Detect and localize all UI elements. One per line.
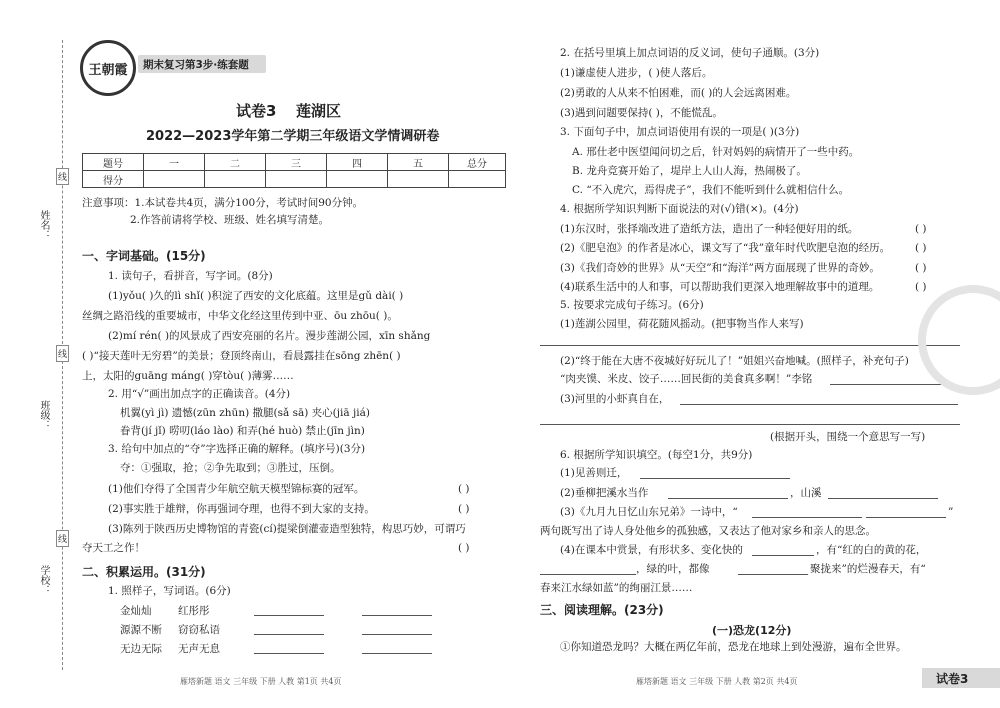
q9-line-3b: ” [948, 506, 954, 518]
q4-example-a1: 金灿灿 [120, 605, 152, 617]
score-header-cell: 三 [266, 154, 327, 171]
q1-line-5: 上，太阳的guāng máng( )穿tòu( )薄雾…… [82, 370, 294, 382]
q4-blank[interactable] [362, 634, 432, 635]
q5-line-1[interactable]: (1)谦虚使人进步，( )使人落后。 [560, 67, 713, 79]
notes-line-2: 2.作答前请将学校、班级、姓名填写清楚。 [130, 214, 330, 226]
q2-line-2[interactable]: 眷背(jí jǐ) 唠叨(láo lào) 和弄(hé huò) 禁止(jīn jìn) [120, 425, 365, 437]
q9-blank[interactable] [752, 555, 814, 556]
q5-line-2[interactable]: (2)勇敢的人从来不怕困难，而( )的人会远离困难。 [560, 87, 797, 99]
q8-answer-line-1[interactable] [540, 345, 960, 346]
q9-line-6: ，绿的叶，都像 [636, 563, 710, 575]
class-label: 班级： [38, 400, 49, 430]
q8-hint: (根据开头，围绕一个意思写一写) [770, 431, 926, 443]
q4-example-b1: 红彤彤 [178, 605, 210, 617]
q3-answer-2[interactable]: ( ) [458, 503, 470, 515]
q7-answer-1[interactable]: ( ) [915, 223, 927, 235]
q8-line-1: (1)莲湖公园里，荷花随风摇动。(把事物当作人来写) [560, 318, 804, 330]
footer-right: 雁塔新题 语文 三年级 下册 人教 第2页 共4页 [636, 677, 798, 686]
school-label: 学校： [38, 565, 49, 595]
passage-title: (一)恐龙(12分) [712, 624, 792, 637]
q9-line-5b: ，有“红的白的黄的花， [816, 544, 927, 556]
q3-line-3: (2)事实胜于雄辩，你再强词夺理，也得不到大家的支持。 [108, 503, 375, 515]
q6-option-a: A. 邢仕老中医望闻问切之后，针对妈妈的病情开了一些中药。 [572, 146, 860, 158]
q9-blank[interactable] [738, 574, 808, 575]
q8-answer-line-4[interactable] [540, 424, 960, 425]
q7-answer-3[interactable]: ( ) [915, 262, 927, 274]
score-cell[interactable] [144, 171, 205, 188]
score-header-cell: 四 [327, 154, 388, 171]
q9-blank[interactable] [540, 574, 636, 575]
q8-line-2: (2)“终于能在大唐不夜城好好玩儿了！”姐姐兴奋地喊。(照样子，补充句子) [560, 355, 909, 367]
name-label: 姓名： [38, 210, 49, 240]
q3-answer-1[interactable]: ( ) [458, 483, 470, 495]
score-table-score-row [83, 171, 506, 188]
q9-blank[interactable] [752, 517, 862, 518]
step-label: 期末复习第3步·练套题 [143, 59, 249, 71]
q4-blank[interactable] [254, 653, 324, 654]
q9-line-1: (1)见善则迁， [560, 467, 628, 479]
corner-label: 试卷3 [936, 672, 969, 686]
q9-line-6b: 聚拢来”的烂漫春天，有“ [810, 563, 926, 575]
q9-line-5: (4)在课本中赏景，有形状多、变化快的 [560, 544, 743, 556]
binding-mark-2: 线 [56, 345, 69, 362]
score-cell[interactable] [205, 171, 266, 188]
q7-title: 4. 根据所学知识判断下面说法的对(√)错(×)。(4分) [560, 203, 799, 215]
score-cell[interactable] [449, 171, 506, 188]
q6-title: 3. 下面句子中，加点词语使用有误的一项是( )(3分) [560, 126, 800, 138]
q6-option-c: C. “不入虎穴，焉得虎子”，我们不能听到什么就相信什么。 [572, 184, 850, 196]
q3-line-5: 夺天工之作！ [82, 542, 145, 554]
q4-blank[interactable] [254, 634, 324, 635]
binding-mark-1: 线 [56, 168, 69, 185]
q5-line-3[interactable]: (3)遇到问题要保持( )，不能慌乱。 [560, 107, 723, 119]
q3-line-4: (3)陈列于陕西历史博物馆的青瓷(cí)提梁倒灌壶造型独特，构思巧妙，可谓巧 [108, 523, 466, 535]
paper-number: 试卷3 [236, 102, 277, 120]
q1-line-3: (2)mí rén( )的风景成了西安亮丽的名片。漫步莲湖公园，xīn shǎng [108, 330, 431, 342]
score-header-cell: 总分 [449, 154, 506, 171]
q1-title: 1. 读句子，看拼音，写字词。(8分) [108, 270, 273, 282]
q4-example-b3: 无声无息 [178, 643, 220, 655]
q7-line-3: (3)《我们奇妙的世界》从“天空”和“海洋”两方面展现了世界的奇妙。 [560, 262, 880, 274]
q3-title: 3. 给句中加点的“夺”字选择正确的解释。(填序号)(3分) [108, 443, 366, 455]
q8-line-4: (3)河里的小虾真自在， [560, 393, 670, 405]
q8-answer-line-3[interactable] [680, 404, 958, 405]
q4-example-a2: 源源不断 [120, 624, 162, 636]
score-cell[interactable] [327, 171, 388, 188]
score-header-cell: 题号 [83, 154, 144, 171]
q1-line-4: ( )“接天莲叶无穷碧”的美景；登顶终南山，看晨露挂在sōng zhēn( ) [82, 350, 401, 362]
score-header-cell: 五 [388, 154, 449, 171]
q3-line-2: (1)他们夺得了全国青少年航空航天模型锦标赛的冠军。 [108, 483, 365, 495]
q9-line-3: (3)《九月九日忆山东兄弟》一诗中，“ [560, 506, 738, 518]
q7-answer-2[interactable]: ( ) [915, 242, 927, 254]
q1-line-1: (1)yǒu( )久的lì shǐ( )积淀了西安的文化底蕴。这里是gǔ dài( ) [108, 290, 404, 302]
notes-line-1: 注意事项：1.本试卷共4页，满分100分，考试时间90分钟。 [82, 197, 364, 209]
logo-text: 王朝霞 [88, 62, 128, 78]
q9-title: 6. 根据所学知识填空。(每空1分，共9分) [560, 449, 753, 461]
footer-left: 雁塔新题 语文 三年级 下册 人教 第1页 共4页 [180, 677, 342, 686]
score-row-label: 得分 [83, 171, 144, 188]
q3-line-1: 夺：①强取，抢；②争先取到；③胜过，压倒。 [120, 462, 341, 474]
q8-title: 5. 按要求完成句子练习。(6分) [560, 299, 704, 311]
binding-mark-3: 线 [56, 530, 69, 547]
q2-line-1[interactable]: 机翼(yì jì) 遗憾(zūn zhūn) 撒腿(sǎ sā) 夹心(jiā jiá) [120, 407, 370, 419]
q7-line-1: (1)东汉时，张择端改进了造纸方法，造出了一种轻便好用的纸。 [560, 223, 859, 235]
q8-line-3: “肉夹馍、米皮、饺子……回民街的美食真多啊！”李铭 [560, 373, 813, 385]
q4-example-a3: 无边无际 [120, 643, 162, 655]
q4-title: 1. 照样子，写词语。(6分) [108, 585, 231, 597]
exam-title: 2022—2023学年第二学期三年级语文学情调研卷 [146, 129, 440, 144]
q1-line-2: 丝绸之路沿线的重要城市，中华文化经这里传到中亚、ōu zhōu( )。 [82, 310, 398, 322]
q9-blank[interactable] [828, 498, 938, 499]
passage-line-1: ①你知道恐龙吗？大概在两亿年前，恐龙在地球上到处漫游，遍布全世界。 [560, 641, 907, 653]
seal-watermark [918, 285, 1000, 395]
score-cell[interactable] [388, 171, 449, 188]
section-2-title: 二、积累运用。(31分) [82, 565, 206, 579]
score-table-header-row [83, 154, 506, 171]
score-table [82, 153, 506, 188]
q9-line-2b: ，山溪 [790, 487, 822, 499]
district: 莲湖区 [296, 102, 342, 120]
q6-option-b: B. 龙舟竞赛开始了，堤岸上人山人海，热闹极了。 [572, 165, 807, 177]
q9-line-4: 两句既写出了诗人身处他乡的孤独感，又表达了他对家乡和亲人的思念。 [540, 525, 876, 537]
q3-answer-3[interactable]: ( ) [458, 542, 470, 554]
q4-blank[interactable] [362, 615, 432, 616]
q4-blank[interactable] [254, 615, 324, 616]
q8-answer-line-2[interactable] [830, 384, 955, 385]
q9-blank[interactable] [866, 517, 946, 518]
q9-blank[interactable] [668, 498, 788, 499]
q9-blank[interactable] [640, 478, 790, 479]
q9-line-2: (2)垂柳把溪水当作 [560, 487, 649, 499]
score-cell[interactable] [266, 171, 327, 188]
logo [80, 40, 136, 96]
q5-title: 2. 在括号里填上加点词语的反义词，使句子通顺。(3分) [560, 47, 820, 59]
q7-line-2: (2)《肥皂泡》的作者是冰心，课文写了“我”童年时代吹肥皂泡的经历。 [560, 242, 891, 254]
section-1-title: 一、字词基础。(15分) [82, 249, 206, 263]
q9-line-7: 春来江水绿如蓝”的绚丽江景…… [540, 582, 693, 594]
score-header-cell: 一 [144, 154, 205, 171]
q4-blank[interactable] [362, 653, 432, 654]
q4-example-b2: 窃窃私语 [178, 624, 220, 636]
q7-line-4: (4)联系生活中的人和事，可以帮助我们更深入地理解故事中的道理。 [560, 281, 880, 293]
q7-answer-4[interactable]: ( ) [915, 281, 927, 293]
section-3-title: 三、阅读理解。(23分) [540, 603, 664, 617]
q2-title: 2. 用“√”画出加点字的正确读音。(4分) [108, 388, 291, 400]
score-header-cell: 二 [205, 154, 266, 171]
